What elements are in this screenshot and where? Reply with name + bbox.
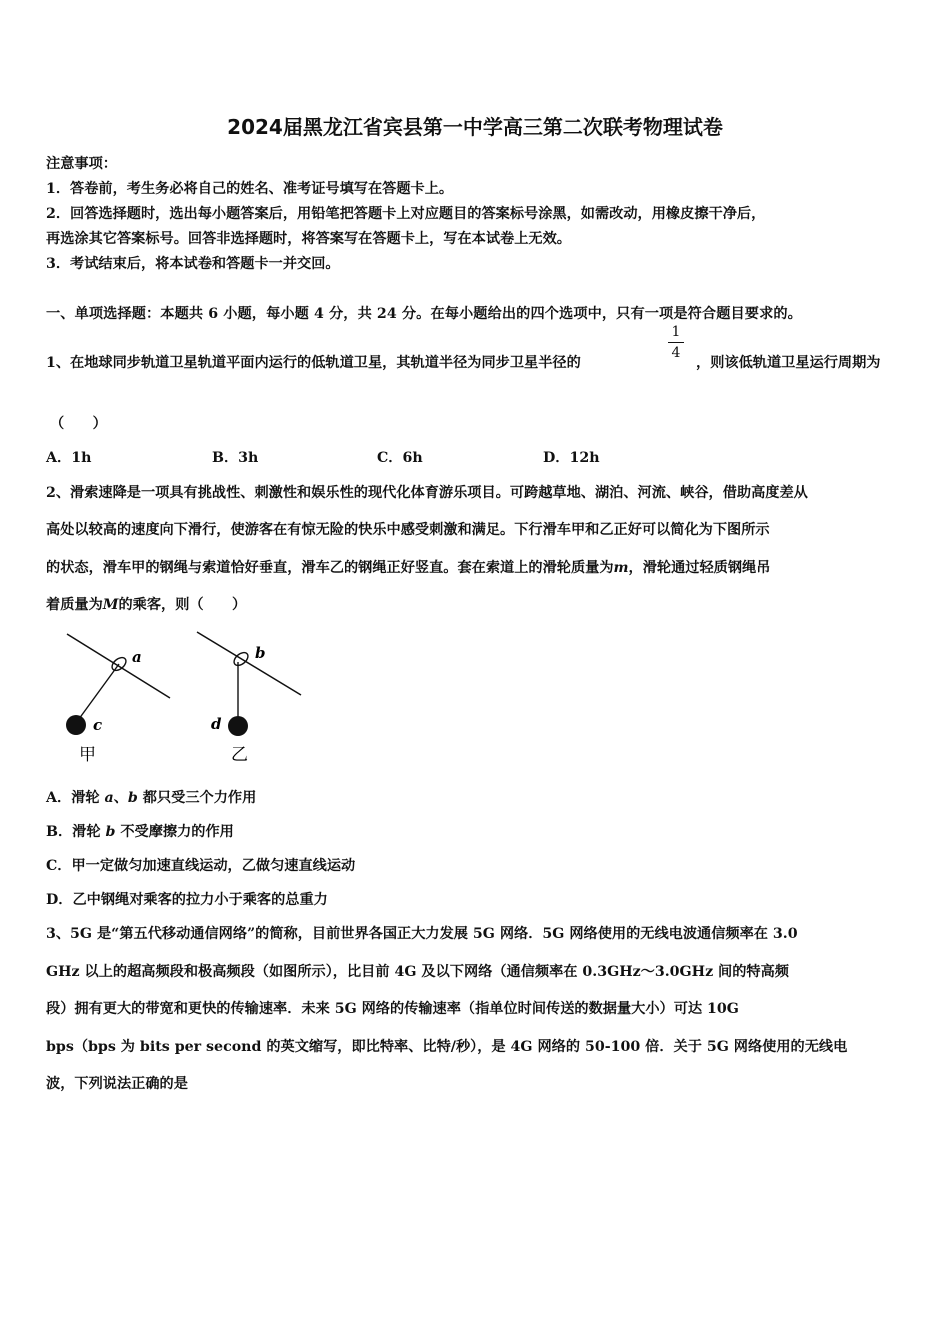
q3-stem-line-4: bps（bps 为 bits per second 的英文缩写，即比特率、比特/秒），是 4G 网络的 50-100 倍．关于 5G 网络使用的无线电 — [46, 1039, 848, 1055]
q2-stem-line-3 — [46, 557, 770, 577]
notice-item-2: 2．回答选择题时，选出每小题答案后，用铅笔把答题卡上对应题目的答案标号涂黑，如需改动，用橡皮擦干净后， — [46, 206, 766, 222]
q1-option-c: C．6h — [377, 450, 423, 466]
q2-option-d: D．乙中钢绳对乘客的拉力小于乘客的总重力 — [46, 892, 328, 908]
var-a: a — [104, 790, 114, 806]
q2-line-4-tail: 的乘客，则（ ） — [118, 597, 247, 613]
rope-left — [76, 664, 119, 723]
passenger-d — [228, 716, 248, 736]
q1-stem-after: ，则该低轨道卫星运行周期为 — [696, 355, 881, 371]
q1-option-b: B．3h — [212, 450, 259, 466]
cable-line-right — [197, 632, 301, 695]
var-b: b — [105, 824, 116, 840]
q2-option-c: C．甲一定做匀加速直线运动，乙做匀速直线运动 — [46, 858, 356, 874]
caption-yi: 乙 — [231, 745, 248, 765]
q1-fraction-numerator: 1 — [671, 324, 681, 340]
q2-line-3-text: 的状态，滑车甲的钢绳与索道恰好垂直，滑车乙的钢绳正好竖直。套在索道上的滑轮质量为 — [46, 560, 614, 576]
q2-opt-a-mid: 、 — [113, 790, 128, 806]
var-m: m — [613, 560, 629, 576]
q1-bracket: （ ） — [50, 416, 107, 432]
q2-opt-a-pre: A．滑轮 — [46, 790, 105, 806]
q2-stem-line-4 — [46, 594, 246, 614]
label-c: c — [93, 716, 103, 734]
page-title: 2024届黑龙江省宾县第一中学高三第二次联考物理试卷 — [227, 115, 723, 139]
q2-option-b — [46, 821, 234, 841]
q1-option-d: D．12h — [543, 450, 600, 466]
q3-stem-line-3: 段）拥有更大的带宽和更快的传输速率．未来 5G 网络的传输速率（指单位时间传送的数据量大小）可达 10G — [46, 1001, 739, 1017]
label-a: a — [132, 648, 142, 666]
q2-stem-line-2: 高处以较高的速度向下滑行，使游客在有惊无险的快乐中感受刺激和满足。下行滑车甲和乙正好可以简化为下图所示 — [46, 522, 770, 538]
q2-line-4-text: 着质量为 — [46, 597, 103, 613]
passenger-c — [66, 715, 86, 735]
q1-fraction-denominator: 4 — [671, 345, 681, 361]
q2-line-3-tail: ，滑轮通过轻质钢绳吊 — [628, 560, 771, 576]
q1-option-a: A．1h — [46, 450, 92, 466]
cable-line-left — [67, 634, 170, 698]
q3-stem-line-1: 3、5G 是“第五代移动通信网络”的简称，目前世界各国正大力发展 5G 网络．5G 网络使用的无线电波通信频率在 3.0 — [46, 926, 798, 942]
label-b: b — [255, 644, 266, 662]
section-heading: 一、单项选择题：本题共 6 小题，每小题 4 分，共 24 分。在每小题给出的四个选项中，只有一项是符合题目要求的。 — [46, 306, 802, 322]
q3-stem-line-5: 波，下列说法正确的是 — [46, 1076, 188, 1092]
pulley-figure — [55, 622, 315, 772]
notice-item-3: 3．考试结束后，将本试卷和答题卡一并交回。 — [46, 256, 340, 272]
notice-item-1: 1．答卷前，考生务必将自己的姓名、准考证号填写在答题卡上。 — [46, 181, 454, 197]
q2-option-a — [46, 787, 256, 807]
q2-stem-line-1: 2、滑索速降是一项具有挑战性、刺激性和娱乐性的现代化体育游乐项目。可跨越草地、湖泊、河流、峡谷，借助高度差从 — [46, 485, 808, 501]
fraction-bar — [668, 342, 684, 343]
caption-jia: 甲 — [79, 745, 96, 765]
q1-fraction — [668, 323, 684, 362]
var-M: M — [102, 597, 119, 613]
q1-stem-before: 1、在地球同步轨道卫星轨道平面内运行的低轨道卫星，其轨道半径为同步卫星半径的 — [46, 355, 581, 371]
q2-opt-a-post: 都只受三个力作用 — [137, 790, 257, 806]
q3-stem-line-2: GHz 以上的超高频段和极高频段（如图所示），比目前 4G 及以下网络（通信频率在 0.3GHz～3.0GHz 间的特高频 — [46, 964, 789, 980]
notice-heading: 注意事项： — [46, 156, 117, 172]
q2-opt-b-pre: B．滑轮 — [46, 824, 106, 840]
notice-item-2-cont: 再选涂其它答案标号。回答非选择题时，将答案写在答题卡上，写在本试卷上无效。 — [46, 231, 571, 247]
label-d: d — [211, 715, 222, 733]
q2-opt-b-post: 不受摩擦力的作用 — [115, 824, 234, 840]
var-b: b — [127, 790, 138, 806]
